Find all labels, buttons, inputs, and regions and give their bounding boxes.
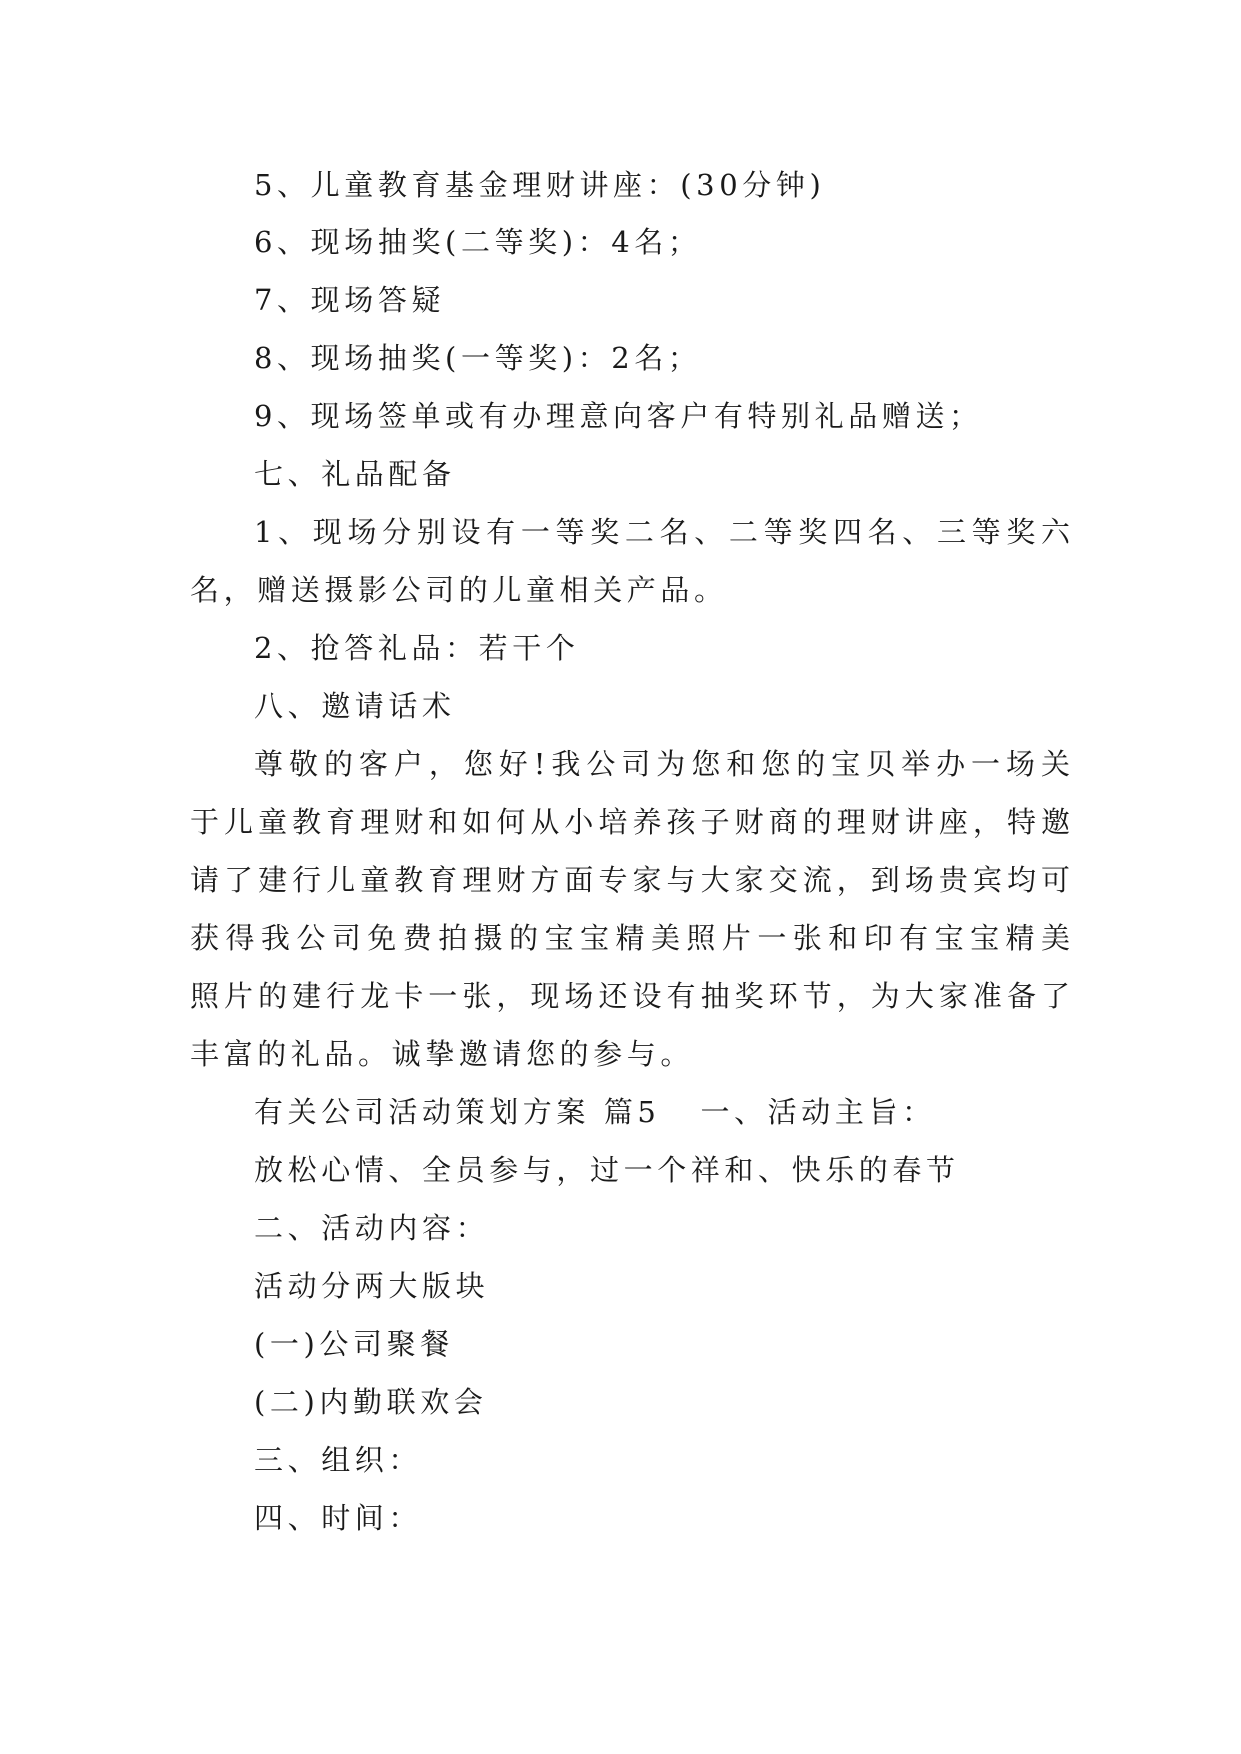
text-line: 名，赠送摄影公司的儿童相关产品。 — [190, 573, 728, 607]
text-line: 放松心情、全员参与，过一个祥和、快乐的春节 — [254, 1153, 960, 1187]
text-line: 活动分两大版块 — [254, 1269, 490, 1303]
text-line: 于儿童教育理财和如何从小培养孩子财商的理财讲座，特邀 — [190, 805, 1070, 839]
section-heading: 一、活动主旨： — [700, 1095, 936, 1129]
text-line: 7、现场答疑 — [254, 283, 446, 317]
text-line: (一)公司聚餐 — [254, 1327, 454, 1361]
article-title-line — [254, 1092, 1070, 1132]
article-title: 有关公司活动策划方案 篇5 — [254, 1095, 661, 1129]
text-line: 丰富的礼品。诚挚邀请您的参与。 — [190, 1037, 695, 1071]
text-line: 1、现场分别设有一等奖二名、二等奖四名、三等奖六 — [254, 515, 1070, 549]
text-line: 5、儿童教育基金理财讲座：(30分钟) — [254, 168, 826, 202]
section-heading: 四、时间： — [254, 1501, 423, 1535]
text-line: 请了建行儿童教育理财方面专家与大家交流，到场贵宾均可 — [190, 863, 1070, 897]
text-line: 尊敬的客户，您好!我公司为您和您的宝贝举办一场关 — [254, 747, 1070, 781]
section-heading: 七、礼品配备 — [254, 457, 456, 491]
text-line: 9、现场签单或有办理意向客户有特别礼品赠送； — [254, 399, 983, 433]
section-heading: 三、组织： — [254, 1443, 423, 1477]
text-line: 8、现场抽奖(一等奖)：2名； — [254, 341, 702, 375]
text-line: (二)内勤联欢会 — [254, 1385, 488, 1419]
text-line: 2、抢答礼品：若干个 — [254, 631, 580, 665]
text-line: 6、现场抽奖(二等奖)：4名； — [254, 225, 702, 259]
section-heading: 二、活动内容： — [254, 1211, 490, 1245]
section-heading: 八、邀请话术 — [254, 689, 456, 723]
text-line: 获得我公司免费拍摄的宝宝精美照片一张和印有宝宝精美 — [190, 921, 1070, 955]
text-line: 照片的建行龙卡一张，现场还设有抽奖环节，为大家准备了 — [190, 979, 1070, 1013]
